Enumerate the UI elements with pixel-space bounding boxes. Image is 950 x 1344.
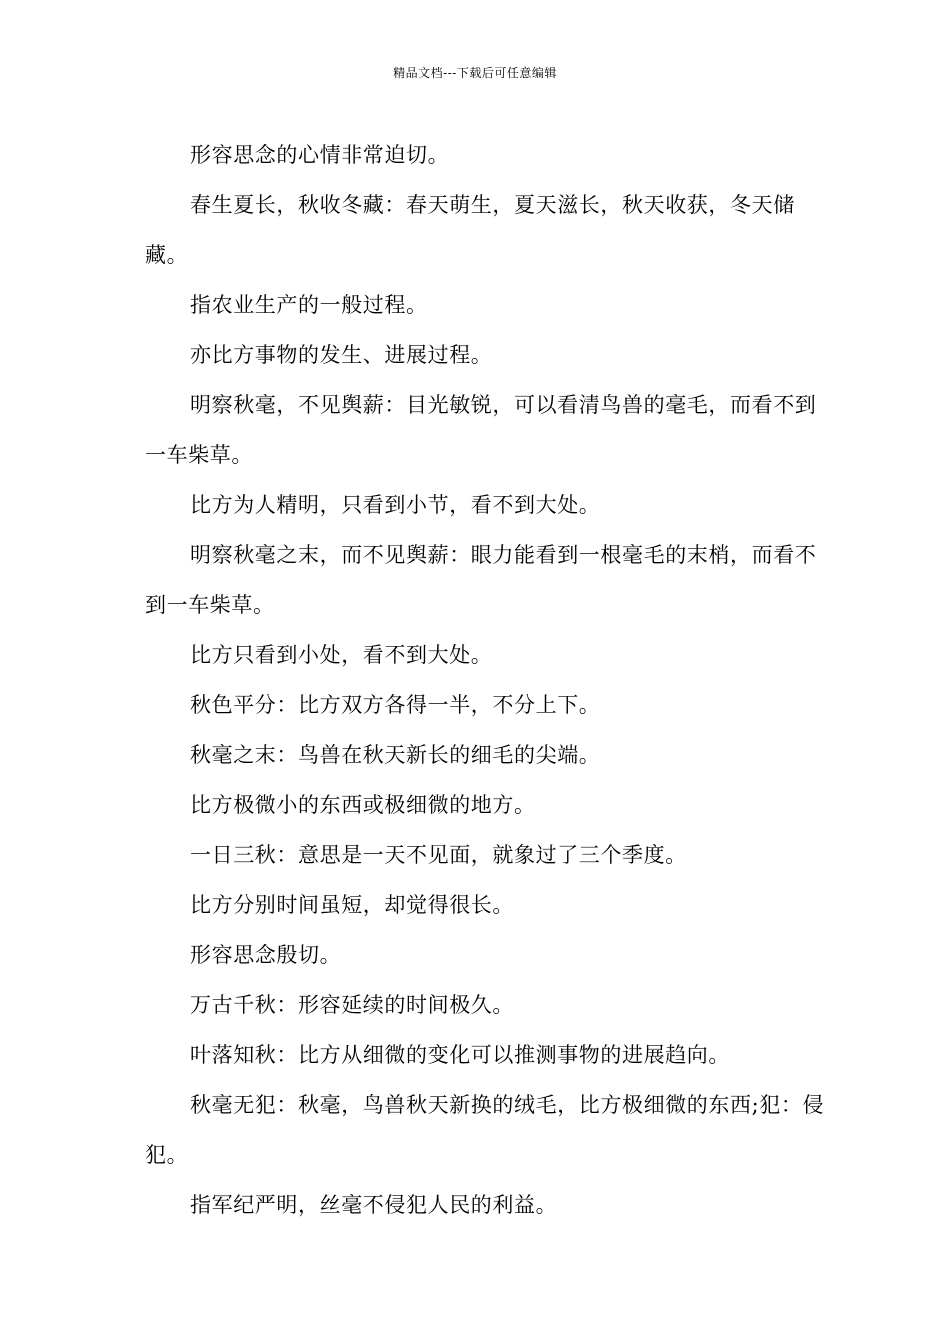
paragraph: 比方分别时间虽短，却觉得很长。 (190, 893, 514, 917)
paragraph: 一日三秋：意思是一天不见面，就象过了三个季度。 (190, 843, 687, 867)
paragraph: 万古千秋：形容延续的时间极久。 (190, 993, 514, 1017)
paragraph: 比方极微小的东西或极细微的地方。 (190, 793, 536, 817)
paragraph: 比方只看到小处，看不到大处。 (190, 643, 493, 667)
paragraph: 秋毫无犯：秋毫，鸟兽秋天新换的绒毛，比方极细微的东西;犯：侵犯。 (145, 1093, 825, 1167)
paragraph: 指军纪严明，丝毫不侵犯人民的利益。 (190, 1193, 558, 1217)
paragraph: 比方为人精明，只看到小节，看不到大处。 (190, 493, 601, 517)
page-header: 精品文档---下载后可任意编辑 (393, 66, 557, 80)
document-body (145, 130, 825, 1230)
paragraph: 明察秋毫，不见舆薪：目光敏锐，可以看清鸟兽的毫毛，而看不到一车柴草。 (145, 393, 817, 467)
paragraph: 指农业生产的一般过程。 (190, 293, 428, 317)
paragraph: 秋毫之末：鸟兽在秋天新长的细毛的尖端。 (190, 743, 601, 767)
paragraph: 春生夏长，秋收冬藏：春天萌生，夏天滋长，秋天收获，冬天储藏。 (145, 193, 795, 267)
paragraph: 亦比方事物的发生、进展过程。 (190, 343, 493, 367)
paragraph: 形容思念的心情非常迫切。 (190, 143, 450, 167)
paragraph: 叶落知秋：比方从细微的变化可以推测事物的进展趋向。 (190, 1043, 730, 1067)
paragraph: 明察秋毫之末，而不见舆薪：眼力能看到一根毫毛的末梢，而看不到一车柴草。 (145, 543, 817, 617)
paragraph: 形容思念殷切。 (190, 943, 342, 967)
paragraph: 秋色平分：比方双方各得一半，不分上下。 (190, 693, 601, 717)
